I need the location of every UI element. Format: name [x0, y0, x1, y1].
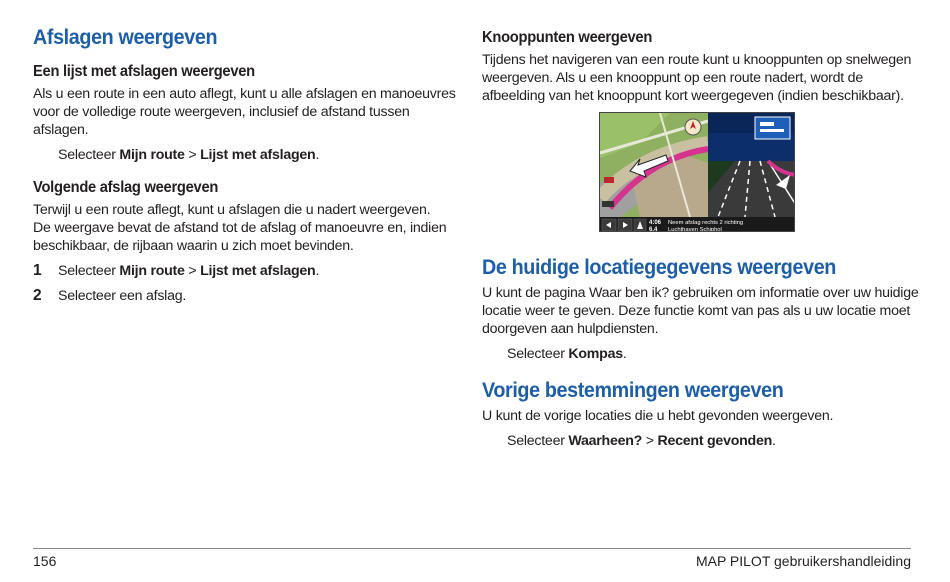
step-text: Selecteer [507, 346, 569, 362]
paragraph-line: weergeven. Als u een knooppunt op een route nadert, wordt de [482, 70, 863, 86]
step-separator: > [184, 147, 201, 163]
paragraph-line: Als u een route in een auto aflegt, kunt u alle afslagen en manoeuvres [33, 86, 456, 102]
paragraph-line: beschikbaar, de rijbaan waarin u zich moet bevinden. [33, 238, 354, 254]
paragraph-line: Tijdens het navigeren van een route kunt u knooppunten op snelwegen [482, 52, 912, 68]
junction-view-graphic [600, 113, 795, 232]
step-separator: > [184, 263, 201, 279]
section-title-afslagen: Afslagen weergeven [33, 26, 218, 49]
paragraph-vorige [482, 407, 922, 425]
instruction-step-recent [482, 432, 922, 450]
step-separator: > [642, 433, 658, 449]
paragraph-lijst [33, 85, 468, 139]
remaining-distance: 6.4 [649, 227, 658, 232]
paragraph-volgende [33, 201, 468, 255]
paragraph-line: U kunt de vorige locaties die u hebt gevonden weergeven. [482, 408, 834, 424]
highway-sign-text [760, 129, 784, 132]
section-title-vorige: Vorige bestemmingen weergeven [482, 379, 784, 402]
section-title-locatie: De huidige locatiegegevens weergeven [482, 256, 836, 279]
instruction-step-kompas [482, 345, 922, 363]
menu-item-lijst-met-afslagen: Lijst met afslagen [200, 147, 316, 163]
paragraph-line: doorgeven aan hulpdiensten. [482, 321, 659, 337]
eta-time: 4:06 [649, 220, 662, 226]
paragraph-line: voor de volledige route weergeven, inclusief de afstand tussen afslagen. [33, 104, 410, 138]
step-end: . [622, 346, 627, 362]
paragraph-line: Terwijl u een route aflegt, kunt u afslagen die u nadert weergeven. [33, 202, 431, 218]
menu-item-recent-gevonden: Recent gevonden [657, 433, 773, 449]
paragraph-line: locatie weer te geven. Deze functie komt van pas als u uw locatie moet [482, 303, 911, 319]
road-shield-icon [604, 177, 614, 183]
step-text: Selecteer een afslag. [58, 288, 187, 304]
menu-item-lijst-met-afslagen: Lijst met afslagen [200, 263, 316, 279]
turn-instruction-line1: Neem afslag rechts 2 richting [668, 220, 744, 226]
menu-item-mijn-route: Mijn route [119, 263, 185, 279]
subsection-title-lijst: Een lijst met afslagen weergeven [33, 63, 255, 80]
paragraph-locatie [482, 284, 922, 338]
subsection-title-volgende: Volgende afslag weergeven [33, 179, 219, 196]
menu-item-waarheen: Waarheen? [568, 433, 643, 449]
step-end: . [772, 433, 776, 449]
step-text: Selecteer [507, 433, 569, 449]
step-end: . [315, 263, 320, 279]
footer-divider [33, 548, 911, 549]
page-number: 156 [33, 553, 57, 569]
step-text: Selecteer [58, 147, 120, 163]
step-number: 1 [33, 262, 42, 279]
left-column [33, 26, 468, 305]
step-number: 2 [33, 287, 42, 304]
manual-title: MAP PILOT gebruikershandleiding [695, 553, 911, 569]
paragraph-knooppunten [482, 51, 922, 105]
step-text: Selecteer [58, 263, 120, 279]
paragraph-line: De weergave bevat de afstand tot de afslag of manoeuvre en, indien [33, 220, 447, 236]
junction-view-screenshot [599, 112, 795, 232]
highway-sign-text [760, 122, 774, 126]
turn-instruction-line2: Luchthaven Schiphol [668, 227, 722, 232]
menu-item-mijn-route: Mijn route [119, 147, 185, 163]
highway-sign-icon [755, 117, 790, 139]
right-column [482, 26, 922, 450]
step-end: . [315, 147, 320, 163]
scale-bar-icon [602, 201, 614, 207]
paragraph-line: U kunt de pagina Waar ben ik? gebruiken om informatie over uw huidige [482, 285, 919, 301]
instruction-step-lijst [33, 146, 468, 164]
numbered-step-2 [33, 287, 468, 305]
subsection-title-knooppunten: Knooppunten weergeven [482, 29, 653, 46]
menu-item-kompas: Kompas [568, 346, 623, 362]
numbered-step-1 [33, 262, 468, 280]
paragraph-line: afbeelding van het knooppunt kort weergegeven (indien beschikbaar). [482, 88, 904, 104]
